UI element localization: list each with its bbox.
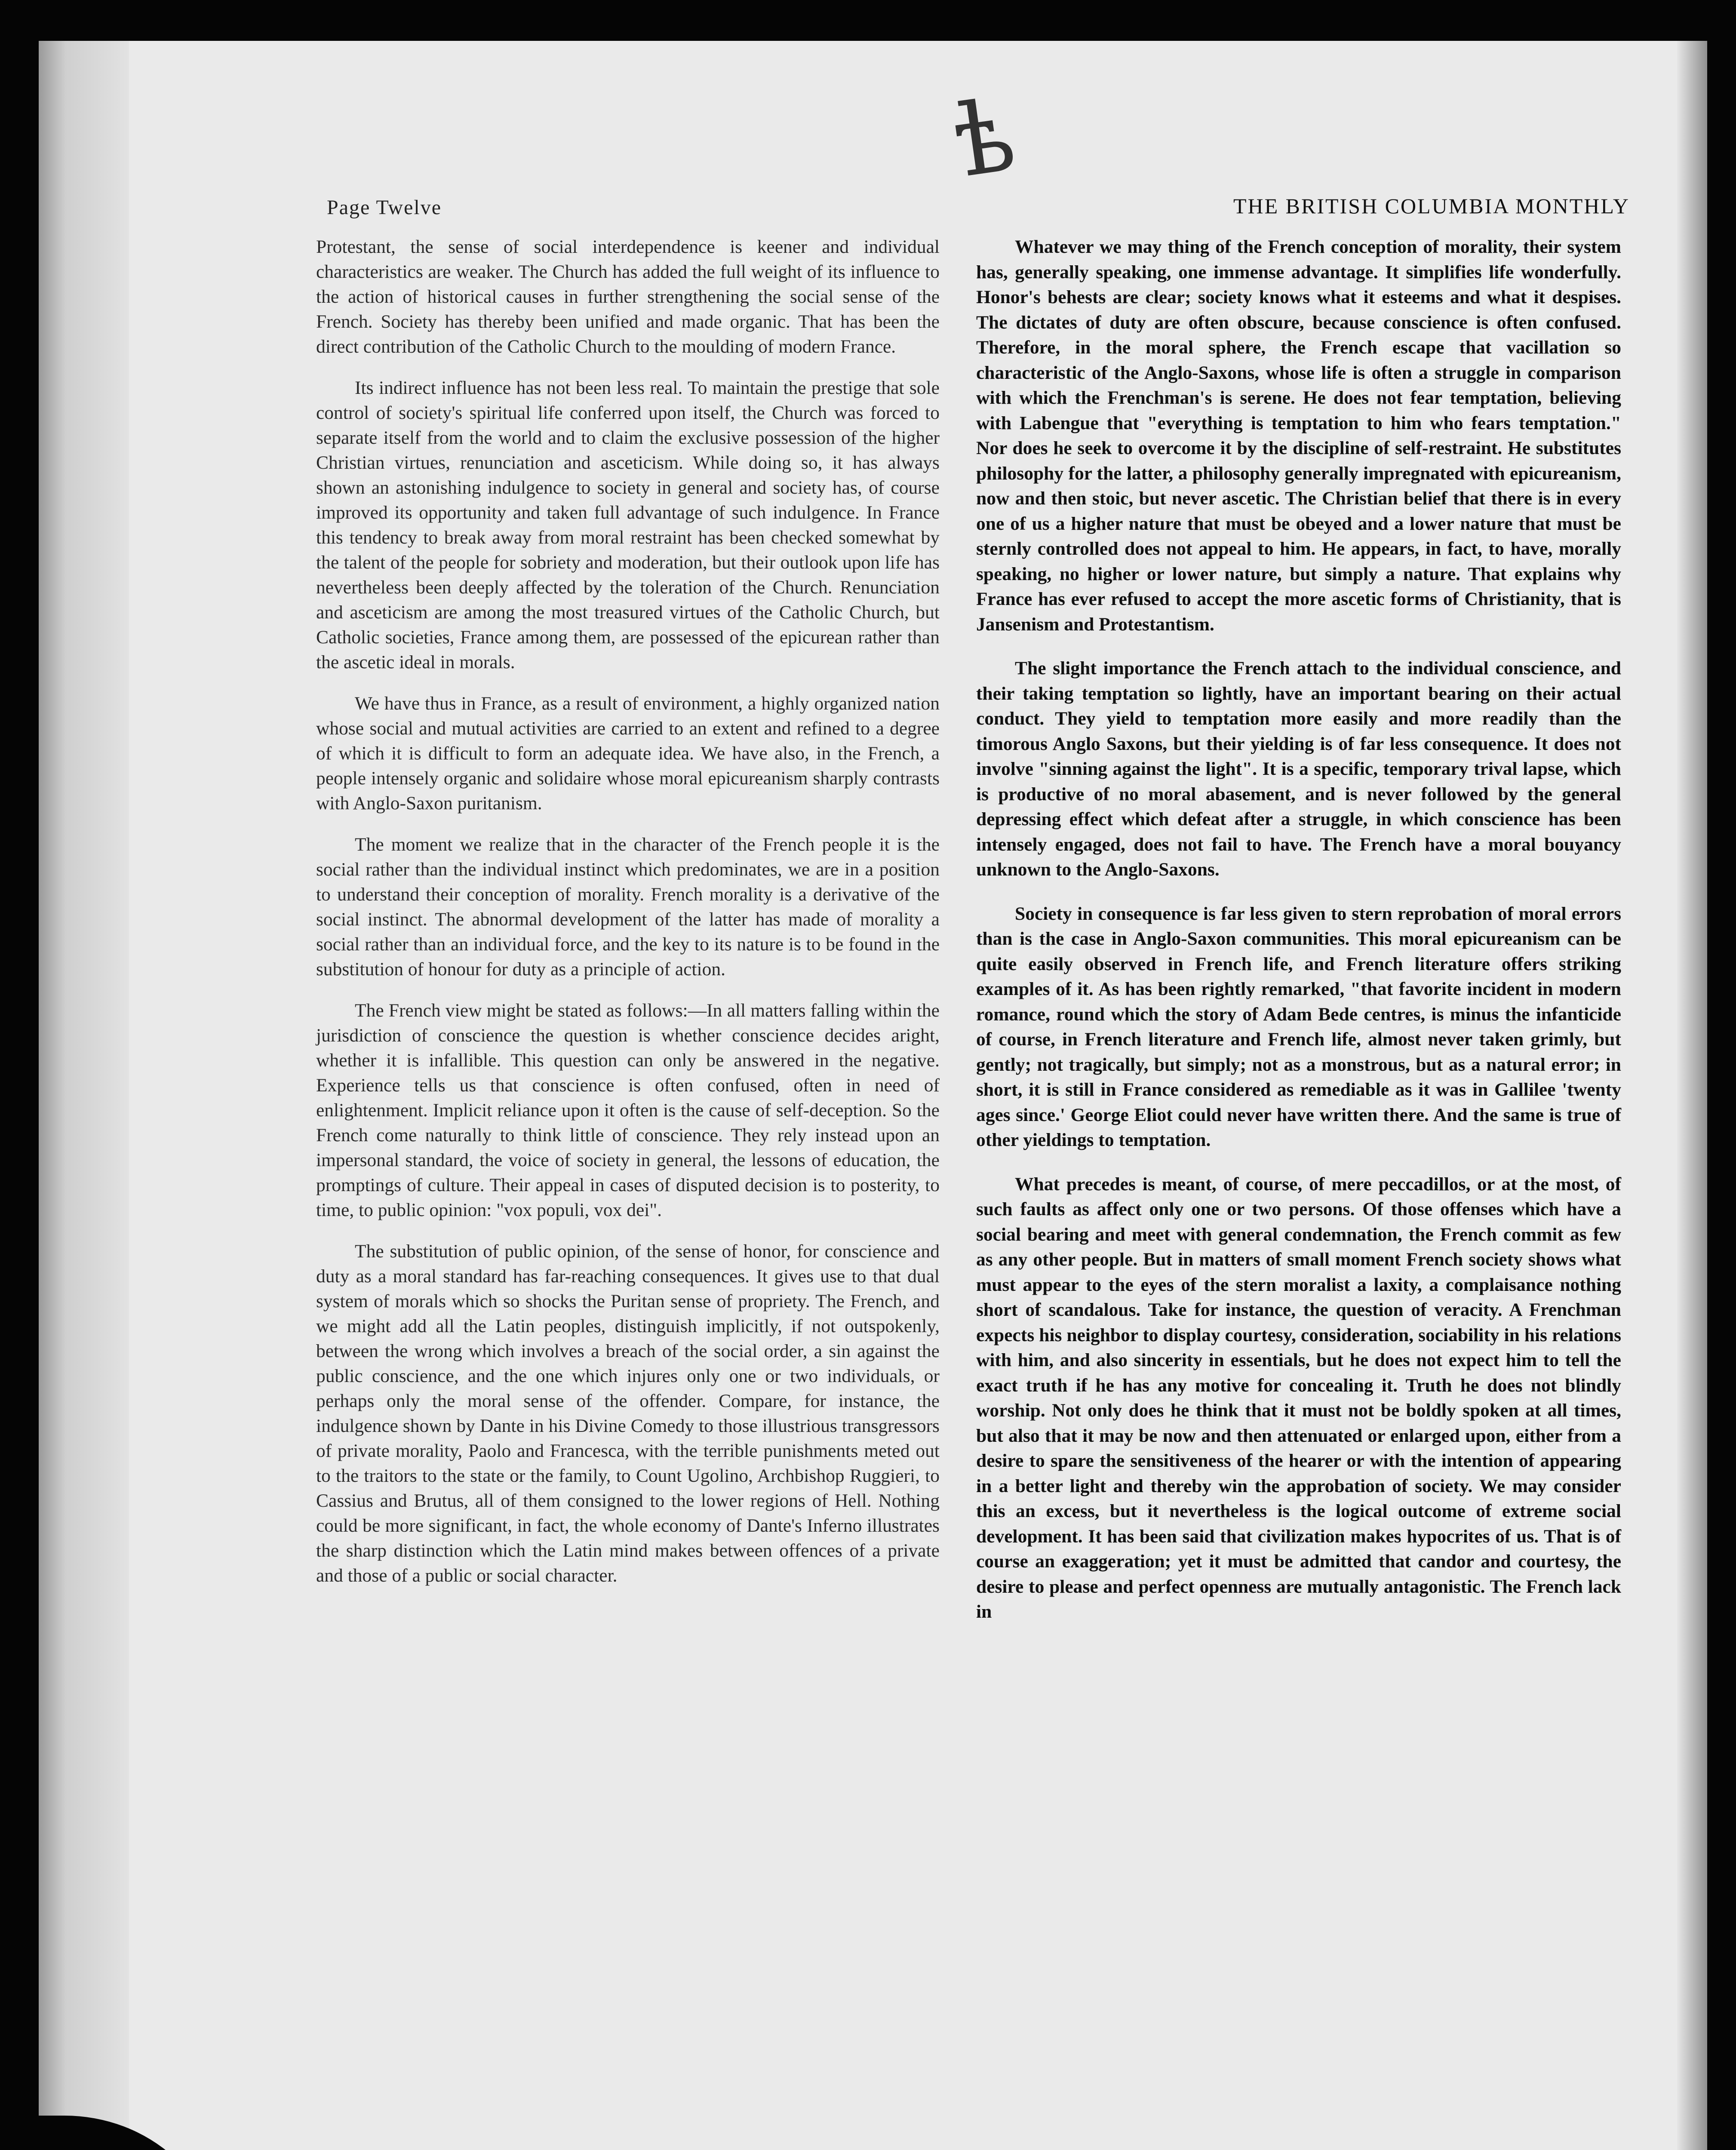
paragraph: Whatever we may thing of the French conception of morality, their system has, generally speaking, one immense advantage. It simplifies life wonderfully. Honor's behests are clear; society knows what it esteems and what it despises. The dictates of duty are often obscure, because conscience is often confused. Therefore, in the moral sphere, the French escape that vacillation so characteristic of the Anglo-Saxons, whose life is often a struggle in comparison with which the Frenchman's is serene. He does not fear temptation, believing with Labengue that "everything is temptation to him who fears temptation." Nor does he seek to overcome it by the discipline of self-restraint. He substitutes philosophy for the latter, a philosophy generally impregnated with epicureanism, now and then stoic, but never ascetic. The Christian belief that there is in every one of us a higher nature that must be obeyed and a lower nature that must be sternly controlled does not appeal to him. He appears, in fact, to have, morally speaking, no higher or lower nature, but simply a nature. That explains why France has ever refused to accept the more ascetic forms of Christianity, that is Jansenism and Protestantism. <box>976 236 1621 635</box>
paragraph: The French view might be stated as follows:—In all matters falling within the jurisdiction of conscience the question is whether conscience decides aright, whether it is infallible. This question can only be answered in the negative. Experience tells us that conscience is often confused, often in need of enlightenment. Implicit reliance upon it often is the cause of self-deception. So the French come naturally to think little of conscience. They rely instead upon an impersonal standard, the voice of society in general, the lessons of education, the promptings of culture. Their appeal in cases of disputed decision is to posterity, to time, to public opinion: "vox populi, vox dei". <box>316 1000 940 1220</box>
publication-title-header: THE BRITISH COLUMBIA MONTHLY <box>1233 194 1630 218</box>
page-stack-edge <box>39 41 129 2150</box>
page-number-header: Page Twelve <box>327 196 442 219</box>
paragraph: What precedes is meant, of course, of mere peccadillos, or at the most, of such faults as affect only one or two persons. Of those offenses which have a social bearing and meet with general condemnation, the French commit as few as any other people. But in matters of small moment French society shows what must appear to the eyes of the stern moralist a laxity, a complaisance nothing short of scandalous. Take for instance, the question of veracity. A Frenchman expects his neighbor to display courtesy, consideration, sociability in his relations with him, and also sincerity in essentials, but he does not expect him to tell the exact truth if he has any motive for concealing it. Truth he does not blindly worship. Not only does he think that it must not be boldly spoken at all times, but also that it may be now and then attenuated or enlarged upon, either from a desire to spare the sensitiveness of the hearer or with the intention of appearing in a better light and thereby win the approbation of society. We may consider this an excess, but it nevertheless is the logical outcome of extreme social development. It has been said that civilization makes hypocrites of us. That is of course an exaggeration; yet it must be admitted that candor and courtesy, the desire to please and perfect openness are mutually antagonistic. The French lack in <box>976 1173 1621 1622</box>
paragraph: The substitution of public opinion, of the sense of honor, for conscience and duty as a moral standard has far-reaching consequences. It gives use to that dual system of morals which so shocks the Puritan sense of propriety. The French, and we might add all the Latin peoples, distinguish implicitly, if not outspokenly, between the wrong which involves a breach of the social order, a sin against the public conscience, and the one which injures only one or two individuals, or perhaps only the moral sense of the offender. Compare, for instance, the indulgence shown by Dante in his Divine Comedy to those illustrious transgressors of private morality, Paolo and Francesca, with the terrible punishments meted out to the traitors to the state or the family, to Count Ugolino, Archbishop Ruggieri, to Cassius and Brutus, all of them consigned to the lower regions of Hell. Nothing could be more significant, in fact, the whole economy of Dante's Inferno illustrates the sharp distinction which the Latin mind makes between offences of a private and those of a public or social character. <box>316 1241 940 1586</box>
paragraph: Society in consequence is far less given to stern reprobation of moral errors than is the case in Anglo-Saxon communities. This moral epicureanism can be quite easily observed in French life, and French literature offers striking examples of it. As has been rightly remarked, "that favorite incident in modern romance, round which the story of Adam Bede centres, is minus the infanticide of course, in French literature and French life, almost never taken grimly, but gently; not tragically, but simply; not as a monstrous, but as a natural error; in short, it is still in France considered as remediable as it was in Gallilee 'twenty ages since.' George Eliot could never have written there. And the same is true of other yieldings to temptation. <box>976 903 1621 1150</box>
paragraph: We have thus in France, as a result of environment, a highly organized nation whose social and mutual activities are carried to an extent and refined to a degree of which it is difficult to form an adequate idea. We have also, in the French, a people intensely organic and solidaire whose moral epicureanism sharply contrasts with Anglo-Saxon puritanism. <box>316 693 940 814</box>
page-right-edge <box>1677 41 1707 2150</box>
left-column <box>316 234 940 1604</box>
right-column <box>976 234 1621 1643</box>
paragraph: The moment we realize that in the character of the French people it is the social rather than the individual instinct which predominates, we are in a position to understand their conception of morality. French morality is a derivative of the social instinct. The abnormal development of the latter has made of morality a social rather than an individual force, and the key to its nature is to be found in the substitution of honour for duty as a principle of action. <box>316 834 940 980</box>
handwritten-mark: ѣ <box>947 78 1022 200</box>
paragraph: The slight importance the French attach to the individual conscience, and their taking temptation so lightly, have an important bearing on their actual conduct. They yield to temptation more easily and more readily than the timorous Anglo Saxons, but their yielding is of far less consequence. It does not involve "sinning against the light". It is a specific, temporary trival lapse, which is productive of no moral abasement, and is never followed by the general depressing effect which defeat after a struggle, in which conscience has been intensely engaged, does not fail to have. The French have a moral bouyancy unknown to the Anglo-Saxons. <box>976 658 1621 880</box>
paragraph: Protestant, the sense of social interdependence is keener and individual characteristics are weaker. The Church has added the full weight of its influence to the action of historical causes in further strengthening the social sense of the French. Society has thereby been unified and made organic. That has been the direct contribution of the Catholic Church to the moulding of modern France. <box>316 236 940 357</box>
paragraph: Its indirect influence has not been less real. To maintain the prestige that sole control of society's spiritual life conferred upon itself, the Church was forced to separate itself from the world and to claim the exclusive possession of the higher Christian virtues, renunciation and asceticism. While doing so, it has always shown an astonishing indulgence to society in general and society has, of course improved its opportunity and taken full advantage of such indulgence. In France this tendency to break away from moral restraint has been checked somewhat by the talent of the people for sobriety and moderation, but their outlook upon life has nevertheless been deeply affected by the toleration of the Church. Renunciation and asceticism are among the most treasured virtues of the Catholic Church, but Catholic societies, France among them, are possessed of the epicurean rather than the ascetic ideal in morals. <box>316 378 940 673</box>
